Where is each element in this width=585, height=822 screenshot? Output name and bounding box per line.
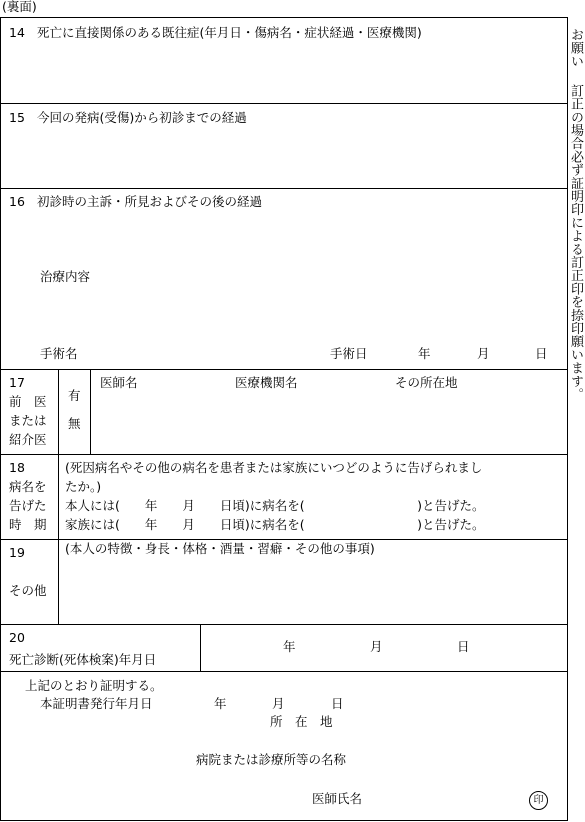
surgery-date-label: 手術日: [330, 346, 368, 361]
doctor-signature-label: 医師氏名: [312, 791, 363, 806]
treatment-label: 治療内容: [40, 269, 91, 284]
section-20-number: 20: [9, 630, 25, 645]
seal-icon: 印: [529, 791, 548, 810]
section-18-label-line3: 時 期: [9, 517, 47, 532]
issue-year-label: 年: [214, 696, 227, 711]
patient-disclosure-line: 本人には( 年 月 日頃)に病名を( )と告げた。: [65, 498, 485, 513]
surgery-name-label: 手術名: [40, 346, 78, 361]
surgery-year-label: 年: [418, 346, 431, 361]
section-19-label: その他: [9, 583, 47, 598]
side-note-correction: 訂正の場合必ず証明印による訂正印を捺印願います。: [568, 84, 583, 401]
doctor-name-label: 医師名: [100, 375, 138, 390]
section-17-number: 17: [9, 375, 25, 390]
section-17-label-line1: 前 医: [9, 394, 47, 409]
surgery-day-label: 日: [535, 346, 548, 361]
section-14-title: 死亡に直接関係のある既往症(年月日・傷病名・症状経過・医療機関): [37, 25, 422, 40]
section-18-label-line2: 告げた: [9, 498, 47, 513]
death-year-label: 年: [283, 639, 296, 654]
institution-label: 医療機関名: [235, 375, 298, 390]
section-16-title: 初診時の主訴・所見およびその後の経過: [37, 194, 263, 209]
death-month-label: 月: [370, 639, 383, 654]
side-note-request: お願い: [568, 28, 583, 68]
family-disclosure-line: 家族には( 年 月 日頃)に病名を( )と告げた。: [65, 517, 485, 532]
issue-day-label: 日: [331, 696, 344, 711]
address-label: その所在地: [395, 375, 458, 390]
hospital-name-label: 病院または診療所等の名称: [196, 752, 347, 767]
section-15-title: 今回の発病(受傷)から初診までの経過: [37, 110, 247, 125]
disclosure-question-line1: (死因病名やその他の病名を患者または家族にいつどのように告げられまし: [65, 460, 483, 475]
section-20-label: 死亡診断(死体検案)年月日: [9, 652, 157, 667]
death-day-label: 日: [457, 639, 470, 654]
institution-address-label: 所 在 地: [270, 714, 333, 729]
yes-option[interactable]: 有: [68, 388, 81, 403]
surgery-month-label: 月: [477, 346, 490, 361]
no-option[interactable]: 無: [68, 416, 81, 431]
section-17-label-line3: 紹介医: [9, 432, 47, 447]
issue-month-label: 月: [272, 696, 285, 711]
section-16-number: 16: [9, 194, 25, 209]
section-14-number: 14: [9, 25, 25, 40]
section-18-label-line1: 病名を: [9, 479, 47, 494]
section-19-number: 19: [9, 545, 25, 560]
section-18-number: 18: [9, 460, 25, 475]
back-side-label: (裏面): [2, 0, 37, 14]
section-19-note: (本人の特徴・身長・体格・酒量・習癖・その他の事項): [65, 541, 375, 556]
section-15-number: 15: [9, 110, 25, 125]
disclosure-question-line2: たか。): [65, 479, 102, 494]
certification-statement: 上記のとおり証明する。: [25, 678, 163, 693]
issue-date-label: 本証明書発行年月日: [40, 696, 153, 711]
section-17-label-line2: または: [9, 413, 47, 428]
